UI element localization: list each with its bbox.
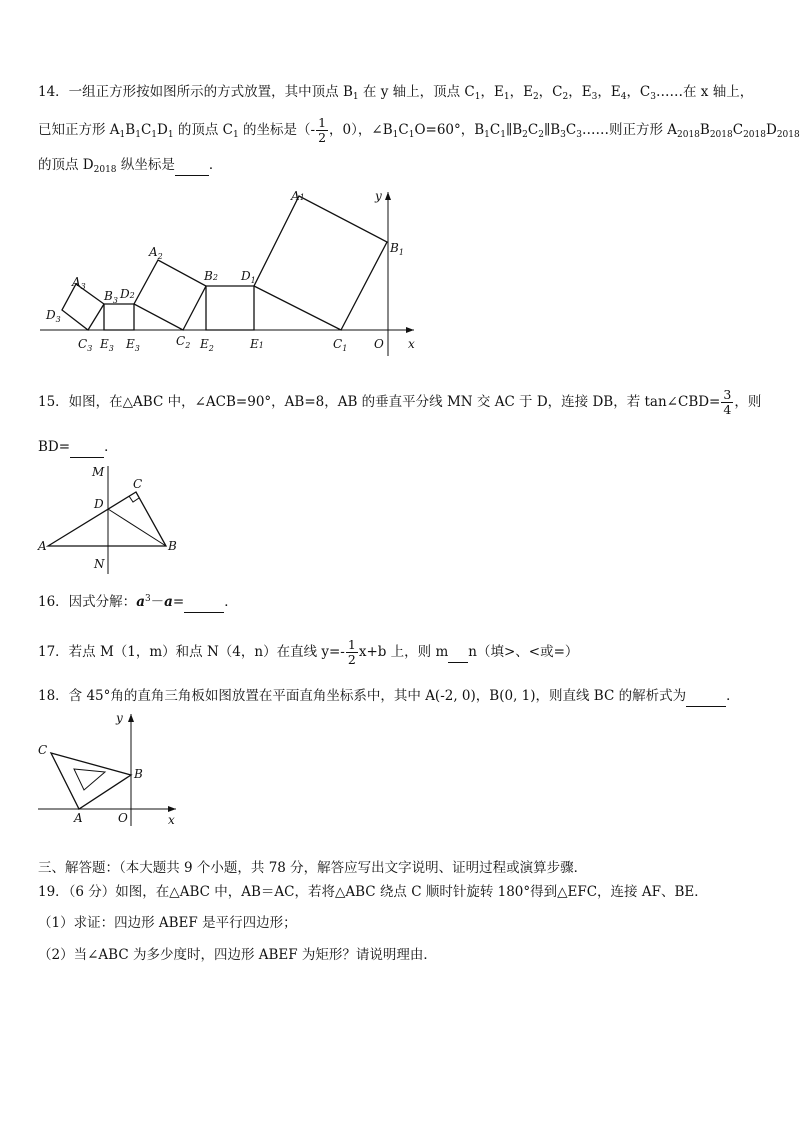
label-D2: D2: [120, 287, 135, 301]
q14-figure: [38, 182, 420, 358]
q14-line2: 已知正方形 $A_1B_1C_1D_1$ 的顶点 $C_1$ 的坐标是（- $\frac{1}{2}$ ，0），$\angle B_1C_1O=60^\circ$，$B_1C_1\parallel B_2C_2\parallel B_3C_3\dots\dots$则正方形 $A_{2018}B_{2018}C_{2018}D_{2018}$: [38, 115, 800, 145]
label-D: D: [94, 497, 104, 511]
label-E1: E1: [250, 337, 264, 351]
q17-fraction: $\frac{1}{2}$: [347, 637, 356, 667]
label-N: N: [94, 557, 105, 571]
q18-line: 18．含 45°角的直角三角板如图放置在平面直角坐标系中，其中 A(-2, 0)，B(0, 1)，则直线 BC 的解析式为 ．: [38, 686, 740, 707]
section-heading: 三、解答题：（本大题共 9 个小题，共 78 分，解答应写出文字说明、证明过程或演算步骤．: [38, 860, 588, 876]
inner-triangle: [74, 769, 105, 790]
label-E4: $E_3$: [100, 337, 114, 353]
label-C: C: [38, 743, 48, 757]
triangle-ABC: [48, 492, 166, 546]
q15-line2: BD= ．: [38, 437, 118, 458]
q18-answer-blank: [686, 686, 726, 707]
x-axis-arrow-icon: [168, 806, 176, 812]
label-y: y: [375, 189, 382, 203]
triangle-ABC: [51, 753, 131, 809]
q15-figure: [36, 462, 178, 578]
y-axis-arrow-icon: [128, 714, 134, 722]
square-a2b2c2d2: [134, 260, 206, 330]
q16-answer-blank: [184, 592, 224, 613]
square-e1-d1-b2-e2: [206, 286, 254, 330]
square-e3-d2-b3-e4: [104, 304, 134, 330]
label-E3: $E_3$: [126, 337, 140, 353]
q19-title: 19．（6 分）如图，在△ABC 中，AB＝AC，若将△ABC 绕点 C 顺时针旋转 180°得到△EFC，连接 AF、BE．: [38, 884, 708, 900]
label-A1: A1: [291, 189, 305, 203]
label-B1: $B_1$: [390, 241, 404, 257]
q14-answer-blank: [175, 155, 209, 176]
q15-fraction: $\frac{3}{4}$: [723, 387, 732, 417]
right-angle-mark: [129, 496, 139, 502]
label-O: O: [118, 811, 128, 825]
label-C: C: [133, 477, 143, 491]
label-A: A: [74, 811, 83, 825]
label-A2: $A_2$: [149, 245, 163, 261]
square-a1b1c1d1: [254, 196, 387, 330]
label-B2: B2: [204, 269, 218, 283]
label-B: B: [134, 767, 143, 781]
q19-part1: （1）求证：四边形 ABEF 是平行四边形；: [38, 915, 297, 931]
label-B: B: [168, 539, 177, 553]
segment-DB: [108, 509, 166, 546]
label-C3: $C_3$: [78, 337, 93, 353]
label-x: x: [408, 337, 415, 351]
q17-answer-blank: [448, 642, 468, 663]
q15-line1: 15．如图，在△ABC 中，∠ACB=90°，AB=8，AB 的垂直平分线 MN 交 AC 于 D，连接 DB，若 tan∠CBD= $\frac{3}{4}$ ，则: [38, 387, 762, 417]
label-x: x: [168, 813, 175, 827]
label-A3: $A_3$: [72, 275, 86, 291]
label-B3: $B_3$: [104, 289, 118, 305]
q18-figure: [36, 708, 184, 828]
label-E2: $E_2$: [200, 337, 214, 353]
label-D3: $D_3$: [46, 308, 61, 324]
q14-line1: 14．一组正方形按如图所示的方式放置，其中顶点 $B_1$ 在 y 轴上，顶点 $C_1$，$E_1$，$E_2$，$C_2$，$E_3$，$E_4$，$C_3\dots\dots$在 x 轴上，: [38, 84, 754, 102]
label-M: M: [92, 465, 105, 479]
q17-line: 17．若点 M（1，m）和点 N（4，n）在直线 y=- $\frac{1}{2}$ x+b 上，则 m n（填>、<或=）: [38, 637, 579, 667]
label-C1: $C_1$: [333, 337, 348, 353]
label-O: O: [374, 337, 384, 351]
y-axis-arrow-icon: [385, 192, 391, 200]
q14-line3: 的顶点 $D_{2018}$ 纵坐标是 ．: [38, 157, 223, 175]
label-C2: $C_2$: [176, 334, 191, 350]
label-D1: $D_1$: [241, 269, 256, 285]
q19-part2: （2）当∠ABC 为多少度时，四边形 ABEF 为矩形？请说明理由．: [38, 947, 437, 963]
label-A: A: [38, 539, 47, 553]
q16-line: 16．因式分解：$a^3-a=$ ．: [38, 592, 238, 613]
q14-fraction: $\frac{1}{2}$: [318, 115, 327, 145]
label-y: y: [116, 711, 123, 725]
x-axis-arrow-icon: [406, 327, 414, 333]
q15-answer-blank: [70, 437, 104, 458]
